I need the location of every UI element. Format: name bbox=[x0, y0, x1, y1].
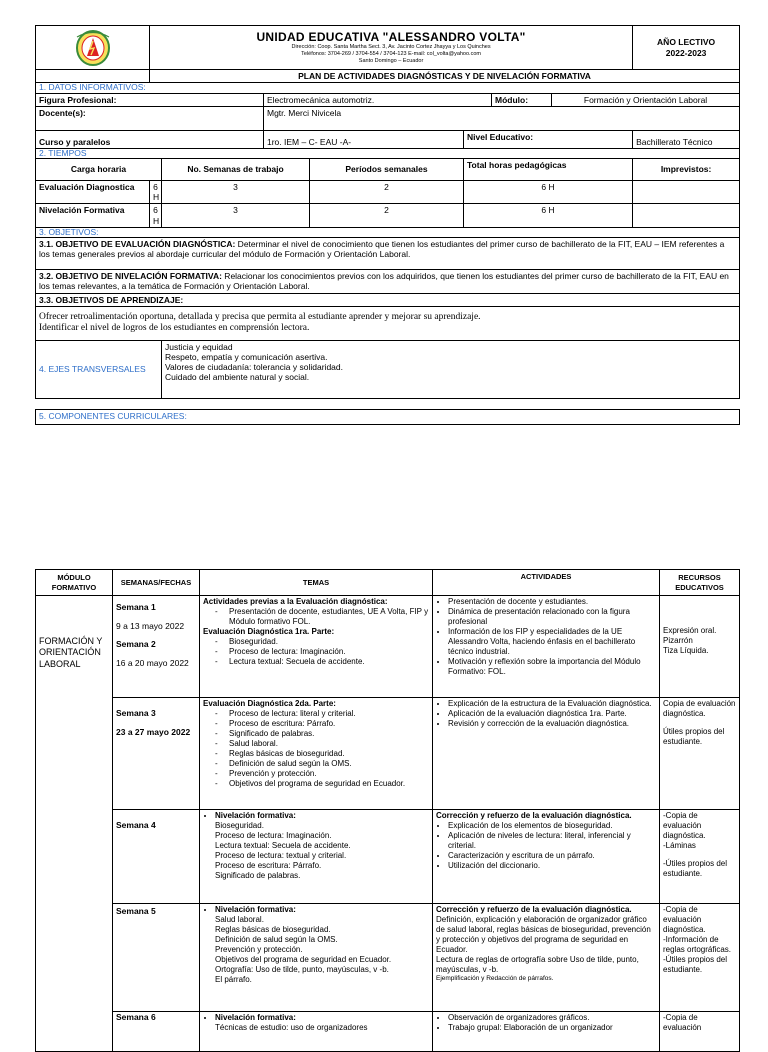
ejes-label: 4. EJES TRANSVERSALES bbox=[36, 340, 162, 398]
tiempos-hours: 6 H bbox=[150, 204, 162, 227]
list-item: • Aplicación de la evaluación diagnóstica 1ra. Parte. bbox=[448, 709, 656, 719]
weeks-cell bbox=[113, 810, 200, 904]
plan-table-section bbox=[35, 569, 739, 1052]
header-table bbox=[35, 25, 740, 425]
temas-cell bbox=[200, 1012, 433, 1052]
week-date: 16 a 20 mayo 2022 bbox=[116, 657, 189, 668]
list-item: - Prevención y protección. bbox=[229, 769, 429, 779]
year-label: AÑO LECTIVO bbox=[657, 37, 716, 48]
temas-title: Evaluación Diagnóstica 2da. Parte: bbox=[203, 699, 336, 708]
ejes-item: Respeto, empatía y comunicación asertiva. bbox=[165, 351, 328, 362]
resource-item: -Información de reglas ortográficas. bbox=[663, 935, 732, 954]
nivel-value: Bachillerato Técnico bbox=[633, 130, 740, 148]
resource-item: -Copia de evaluación bbox=[663, 1013, 702, 1032]
list-item: • Trabajo grupal: Elaboración de un organizador bbox=[448, 1023, 656, 1033]
school-logo bbox=[36, 26, 150, 70]
list-item: - Proceso de lectura: Imaginación. bbox=[229, 647, 429, 657]
week-label: Semana 1 bbox=[116, 602, 156, 612]
table-row bbox=[36, 1012, 740, 1052]
tiempos-h-carga: Carga horaria bbox=[36, 159, 162, 181]
tiempos-h-total: Total horas pedagógicas bbox=[464, 159, 633, 181]
list-item: - Significado de palabras. bbox=[229, 729, 429, 739]
resource-item: -Copia de evaluación diagnóstica. bbox=[663, 811, 706, 840]
school-logo-icon bbox=[67, 28, 119, 68]
plan-header-section bbox=[35, 25, 739, 425]
section-objetivos: 3. OBJETIVOS: bbox=[36, 227, 740, 237]
resource-item: Expresión oral. bbox=[663, 626, 717, 635]
list-item: Definición de salud según la OMS. bbox=[215, 935, 338, 944]
plan-table bbox=[35, 569, 740, 1052]
docente-label: Docente(s): bbox=[36, 106, 264, 130]
activity-text: Definición, explicación y elaboración de organizador gráfico de salud laboral, reglas básicas de bioseguridad, prevención y protección y objetivos del programa de seguridad en Ecuador. bbox=[436, 915, 651, 954]
section-tiempos: 2. TIEMPOS bbox=[36, 148, 740, 158]
resource-item: -Útiles propios del estudiante. bbox=[663, 955, 728, 974]
modulo-name: FORMACIÓN Y ORIENTACIÓN LABORAL bbox=[36, 596, 113, 1052]
list-item: • Presentación de docente y estudiantes. bbox=[448, 597, 656, 607]
tiempos-row bbox=[36, 204, 740, 227]
list-item: • Información de los FIP y especialidades de la UE Alessandro Volta, haciendo énfasis en el bachillerato técnico industrial. bbox=[448, 627, 656, 657]
list-item: - Presentación de docente, estudiantes, UE A Volta, FIP y Módulo formativo FOL. bbox=[229, 607, 429, 627]
school-city: Santo Domingo – Ecuador bbox=[358, 58, 424, 65]
temas-title: • Nivelación formativa: bbox=[215, 1013, 429, 1023]
ejes-item: Cuidado del ambiente natural y social. bbox=[165, 372, 310, 383]
week-label: Semana 3 bbox=[116, 708, 156, 718]
week-label: Semana 2 bbox=[116, 639, 156, 650]
tiempos-total: 6 H bbox=[464, 181, 633, 204]
activities-cell bbox=[433, 698, 660, 810]
tiempos-imprevistos bbox=[633, 204, 740, 227]
list-item: - Lectura textual: Secuela de accidente. bbox=[229, 657, 429, 667]
list-item: El párrafo. bbox=[215, 975, 252, 984]
week-label: Semana 6 bbox=[116, 1012, 156, 1022]
week-label: Semana 5 bbox=[116, 906, 156, 916]
objetivo-3-1-text: Determinar el nivel de conocimiento que tienen los estudiantes del primer curso de bachillerato de la FIT, EAU – IEM referentes a los temas generales previos al abordaje curricular del módulo de Formación y Orientación Laboral. bbox=[39, 239, 725, 260]
list-item: Reglas básicas de bioseguridad. bbox=[215, 925, 331, 934]
tiempos-h-periodos: Períodos semanales bbox=[310, 159, 464, 181]
tiempos-periods: 2 bbox=[310, 204, 464, 227]
objetivo-3-2-label: 3.2. OBJETIVO DE NIVELACIÓN FORMATIVA: bbox=[39, 271, 222, 282]
list-item: Lectura textual: Secuela de accidente. bbox=[215, 841, 351, 850]
list-item: Salud laboral. bbox=[215, 915, 264, 924]
docente-value: Mgtr. Merci Nivicela bbox=[264, 106, 740, 130]
tiempos-imprevistos bbox=[633, 181, 740, 204]
list-item: • Caracterización y escritura de un párrafo. bbox=[448, 851, 656, 861]
objetivo-3-2-text: Relacionar los conocimientos previos con los adquiridos, que tienen los estudiantes del primer curso de bachillerato de la FIT, EAU en los temas relevantes, a la temática de Formación y Orientación Laboral. bbox=[39, 271, 729, 292]
resource-item: -Útiles propios del estudiante. bbox=[663, 859, 728, 878]
list-item: - Definición de salud según la OMS. bbox=[229, 759, 429, 769]
modulo-label: Módulo: bbox=[492, 93, 552, 106]
list-item: • Revisión y corrección de la evaluación diagnóstica. bbox=[448, 719, 656, 729]
tiempos-label: Evaluación Diagnostica bbox=[36, 181, 150, 204]
plan-h-actividades: ACTIVIDADES bbox=[433, 570, 660, 596]
resources-cell bbox=[660, 698, 740, 810]
objetivo-3-1-label: 3.1. OBJETIVO DE EVALUACIÓN DIAGNÓSTICA: bbox=[39, 239, 236, 250]
tiempos-row bbox=[36, 181, 740, 204]
ejes-item: Valores de ciudadanía: tolerancia y solidaridad. bbox=[165, 362, 343, 373]
weeks-cell bbox=[113, 1012, 200, 1052]
ejes-item: Justicia y equidad bbox=[165, 341, 233, 352]
tiempos-label: Nivelación Formativa bbox=[36, 204, 150, 227]
school-phones: Teléfonos: 3704-269 / 3704-554 / 3704-123 E-mail: col_volta@yahoo.com bbox=[301, 51, 481, 58]
tiempos-weeks: 3 bbox=[162, 181, 310, 204]
curso-label: Curso y paralelos bbox=[36, 130, 264, 148]
weeks-cell bbox=[113, 698, 200, 810]
figura-label: Figura Profesional: bbox=[36, 93, 264, 106]
temas-cell bbox=[200, 810, 433, 904]
list-item: - Proceso de lectura: literal y criterial. bbox=[229, 709, 429, 719]
resources-cell bbox=[660, 810, 740, 904]
list-item: - Salud laboral. bbox=[229, 739, 429, 749]
list-item: • Utilización del diccionario. bbox=[448, 861, 656, 871]
list-item: - Bioseguridad. bbox=[229, 637, 429, 647]
list-item: Objetivos del programa de seguridad en Ecuador. bbox=[215, 955, 392, 964]
activities-cell bbox=[433, 904, 660, 1012]
table-row bbox=[36, 698, 740, 810]
temas-title: Actividades previas a la Evaluación diagnóstica: bbox=[203, 597, 388, 606]
list-item: Técnicas de estudio: uso de organizadores bbox=[215, 1023, 368, 1032]
school-year bbox=[633, 26, 740, 70]
resource-item: -Copia de evaluación diagnóstica. bbox=[663, 905, 706, 934]
activity-text: Ejemplificación y Redacción de párrafos. bbox=[436, 975, 554, 982]
list-item: Prevención y protección. bbox=[215, 945, 303, 954]
list-item: Proceso de escritura: Párrafo. bbox=[215, 861, 322, 870]
list-item: - Reglas básicas de bioseguridad. bbox=[229, 749, 429, 759]
week-date: 9 a 13 mayo 2022 bbox=[116, 620, 185, 631]
weeks-cell bbox=[113, 904, 200, 1012]
school-name: UNIDAD EDUCATIVA "ALESSANDRO VOLTA" bbox=[256, 29, 526, 44]
objetivo-3-1 bbox=[36, 238, 740, 270]
resource-item: Útiles propios del estudiante. bbox=[663, 727, 725, 746]
temas-title: Evaluación Diagnóstica 1ra. Parte: bbox=[203, 627, 335, 636]
objetivo-3-3-label: 3.3. OBJETIVOS DE APRENDIZAJE: bbox=[36, 293, 740, 306]
list-item: • Explicación de los elementos de bioseguridad. bbox=[448, 821, 656, 831]
resource-item: Pizarrón bbox=[663, 636, 693, 645]
activities-cell bbox=[433, 810, 660, 904]
temas-cell bbox=[200, 698, 433, 810]
weeks-cell bbox=[113, 596, 200, 698]
list-item: • Dinámica de presentación relacionado con la figura profesional bbox=[448, 607, 656, 627]
temas-title: • Nivelación formativa: bbox=[215, 811, 429, 821]
list-item: Proceso de lectura: Imaginación. bbox=[215, 831, 332, 840]
tiempos-hours: 6 H bbox=[150, 181, 162, 204]
resources-cell bbox=[660, 904, 740, 1012]
temas-cell bbox=[200, 904, 433, 1012]
plan-h-recursos: RECURSOS EDUCATIVOS bbox=[660, 570, 740, 596]
temas-cell bbox=[200, 596, 433, 698]
temas-title: • Nivelación formativa: bbox=[215, 905, 429, 915]
tiempos-h-imprevistos: Imprevistos: bbox=[633, 159, 740, 181]
list-item: • Explicación de la estructura de la Evaluación diagnóstica. bbox=[448, 699, 656, 709]
plan-h-modulo: MÓDULO FORMATIVO bbox=[36, 570, 113, 596]
resource-item bbox=[663, 851, 736, 859]
tiempos-weeks: 3 bbox=[162, 204, 310, 227]
resource-item: Tiza Líquida. bbox=[663, 646, 709, 655]
nivel-label: Nivel Educativo: bbox=[464, 130, 633, 148]
table-row bbox=[36, 596, 740, 698]
activities-cell bbox=[433, 1012, 660, 1052]
activities-title: Corrección y refuerzo de la evaluación diagnóstica. bbox=[436, 811, 632, 820]
tiempos-total: 6 H bbox=[464, 204, 633, 227]
table-row bbox=[36, 904, 740, 1012]
table-row bbox=[36, 810, 740, 904]
list-item: • Aplicación de niveles de lectura: literal, inferencial y criterial. bbox=[448, 831, 656, 851]
objetivo-line: Ofrecer retroalimentación oportuna, detallada y precisa que permita al estudiante aprender y mejorar su aprendizaje. bbox=[39, 311, 481, 322]
list-item: Proceso de lectura: textual y criterial. bbox=[215, 851, 347, 860]
list-item: - Objetivos del programa de seguridad en Ecuador. bbox=[229, 779, 429, 789]
activity-text: Lectura de reglas de ortografía sobre Uso de tilde, punto, mayúsculas, v -b. bbox=[436, 955, 639, 974]
list-item: • Observación de organizadores gráficos. bbox=[448, 1013, 656, 1023]
plan-h-semanas: SEMANAS/FECHAS bbox=[113, 570, 200, 596]
objetivo-3-3-text bbox=[36, 306, 740, 340]
list-item: Ortografía: Uso de tilde, punto, mayúsculas, v -b. bbox=[215, 965, 389, 974]
objetivo-line: Identificar el nivel de logros de los estudiantes en comprensión lectora. bbox=[39, 323, 310, 334]
figura-value: Electromecánica automotriz. bbox=[264, 93, 492, 106]
week-date: 23 a 27 mayo 2022 bbox=[116, 726, 191, 737]
list-item: Bioseguridad. bbox=[215, 821, 264, 830]
week-label: Semana 4 bbox=[116, 820, 156, 830]
curso-value: 1ro. IEM – C- EAU -A- bbox=[264, 130, 464, 148]
list-item: Significado de palabras. bbox=[215, 871, 301, 880]
plan-h-temas: TEMAS bbox=[200, 570, 433, 596]
resource-item bbox=[663, 719, 736, 727]
school-address: Dirección: Coop. Santa Martha Sect. 3, Av. Jacinto Cortez Jhayya y Los Quinches bbox=[291, 43, 491, 50]
objetivo-3-2 bbox=[36, 270, 740, 293]
plan-title: PLAN DE ACTIVIDADES DIAGNÓSTICAS Y DE NIVELACIÓN FORMATIVA bbox=[150, 70, 740, 83]
tiempos-h-semanas: No. Semanas de trabajo bbox=[162, 159, 310, 181]
year-value: 2022-2023 bbox=[665, 47, 707, 58]
school-block bbox=[150, 26, 633, 70]
modulo-value: Formación y Orientación Laboral bbox=[552, 93, 740, 106]
list-item: - Proceso de escritura: Párrafo. bbox=[229, 719, 429, 729]
list-item: • Motivación y reflexión sobre la importancia del Módulo Formativo: FOL. bbox=[448, 657, 656, 677]
resource-item: -Láminas bbox=[663, 841, 696, 850]
tiempos-periods: 2 bbox=[310, 181, 464, 204]
section-componentes: 5. COMPONENTES CURRICULARES: bbox=[36, 409, 740, 424]
section-datos: 1. DATOS INFORMATIVOS: bbox=[36, 83, 740, 93]
resources-cell bbox=[660, 596, 740, 698]
resources-cell bbox=[660, 1012, 740, 1052]
resource-item: Copia de evaluación diagnóstica. bbox=[663, 699, 736, 718]
activities-title: Corrección y refuerzo de la evaluación diagnóstica. bbox=[436, 905, 632, 914]
activities-cell bbox=[433, 596, 660, 698]
ejes-list bbox=[162, 340, 740, 398]
